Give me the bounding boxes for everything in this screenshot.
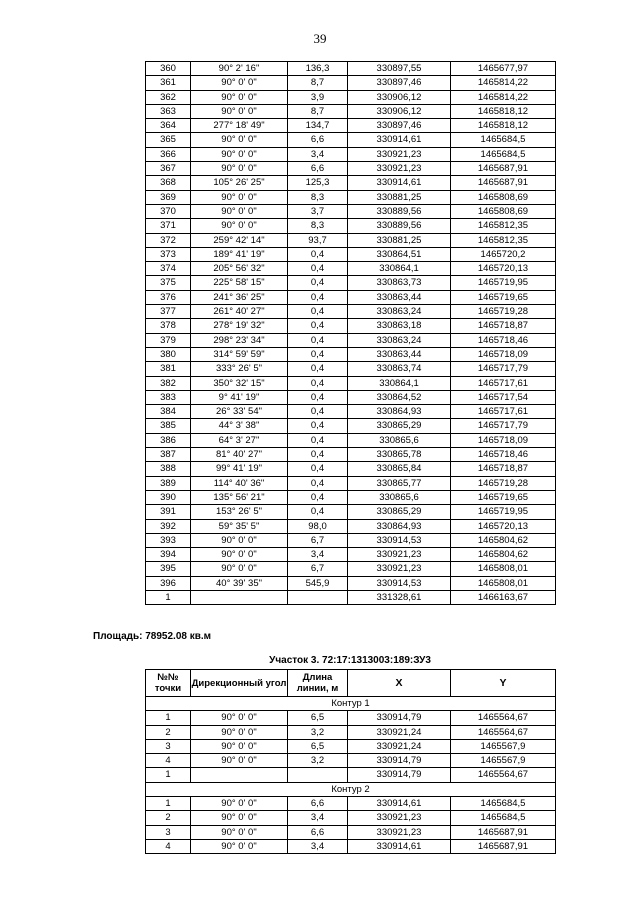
point-number-cell: 371 — [146, 219, 191, 233]
y-cell: 1465719,28 — [451, 476, 556, 490]
direction-angle-cell: 90° 0' 0" — [191, 204, 288, 218]
x-cell: 330921,23 — [348, 147, 451, 161]
table-row — [146, 739, 556, 753]
x-cell: 330921,23 — [348, 562, 451, 576]
line-length-cell: 0,4 — [288, 333, 348, 347]
y-cell: 1465684,5 — [451, 147, 556, 161]
x-cell: 330914,79 — [348, 754, 451, 768]
line-length-cell: 8,3 — [288, 219, 348, 233]
point-number-cell: 386 — [146, 433, 191, 447]
x-cell: 330914,61 — [348, 133, 451, 147]
point-number-cell: 3 — [146, 739, 191, 753]
line-length-cell: 3,9 — [288, 90, 348, 104]
direction-angle-cell: 90° 2' 16" — [191, 62, 288, 76]
table-row — [146, 590, 556, 604]
direction-angle-cell: 9° 41' 19" — [191, 390, 288, 404]
x-cell: 330864,52 — [348, 390, 451, 404]
point-number-cell: 363 — [146, 104, 191, 118]
line-length-cell: 0,4 — [288, 405, 348, 419]
y-cell: 1466163,67 — [451, 590, 556, 604]
coordinates-table-continued — [145, 61, 556, 605]
table-row — [146, 711, 556, 725]
table-row — [146, 305, 556, 319]
direction-angle-cell: 314° 59' 59" — [191, 347, 288, 361]
point-number-cell: 382 — [146, 376, 191, 390]
x-cell: 330881,25 — [348, 190, 451, 204]
point-number-cell: 391 — [146, 505, 191, 519]
y-cell: 1465814,22 — [451, 90, 556, 104]
table-row — [146, 825, 556, 839]
x-cell: 330863,24 — [348, 305, 451, 319]
table-row — [146, 276, 556, 290]
x-cell: 330914,53 — [348, 533, 451, 547]
direction-angle-cell: 333° 26' 5" — [191, 362, 288, 376]
direction-angle-cell: 90° 0' 0" — [191, 725, 288, 739]
table-row — [146, 405, 556, 419]
x-cell: 330921,23 — [348, 548, 451, 562]
table-row — [146, 376, 556, 390]
direction-angle-cell: 90° 0' 0" — [191, 190, 288, 204]
line-length-cell: 8,7 — [288, 76, 348, 90]
y-cell: 1465717,54 — [451, 390, 556, 404]
x-cell: 330906,12 — [348, 104, 451, 118]
y-cell: 1465719,95 — [451, 505, 556, 519]
y-cell: 1465564,67 — [451, 725, 556, 739]
x-cell: 330889,56 — [348, 204, 451, 218]
point-number-cell: 1 — [146, 711, 191, 725]
table-row — [146, 219, 556, 233]
table-row — [146, 119, 556, 133]
direction-angle-cell: 90° 0' 0" — [191, 133, 288, 147]
y-cell: 1465718,87 — [451, 462, 556, 476]
point-number-cell: 365 — [146, 133, 191, 147]
line-length-cell: 0,4 — [288, 505, 348, 519]
x-cell: 330914,61 — [348, 176, 451, 190]
point-number-cell: 364 — [146, 119, 191, 133]
line-length-cell: 3,2 — [288, 725, 348, 739]
header-line-length: Длина линии, м — [288, 670, 348, 697]
direction-angle-cell: 298° 23' 34" — [191, 333, 288, 347]
point-number-cell: 361 — [146, 76, 191, 90]
table-row — [146, 362, 556, 376]
table-row — [146, 76, 556, 90]
point-number-cell: 383 — [146, 390, 191, 404]
x-cell: 330863,24 — [348, 333, 451, 347]
direction-angle-cell: 90° 0' 0" — [191, 797, 288, 811]
point-number-cell: 4 — [146, 839, 191, 853]
table-row — [146, 319, 556, 333]
line-length-cell: 0,4 — [288, 262, 348, 276]
table-row — [146, 204, 556, 218]
x-cell: 330921,24 — [348, 739, 451, 753]
y-cell: 1465567,9 — [451, 739, 556, 753]
direction-angle-cell: 90° 0' 0" — [191, 162, 288, 176]
contour-header-row — [146, 782, 556, 796]
direction-angle-cell: 189° 41' 19" — [191, 247, 288, 261]
x-cell: 330865,78 — [348, 448, 451, 462]
page-number: 39 — [313, 31, 327, 46]
y-cell: 1465720,13 — [451, 519, 556, 533]
point-number-cell: 381 — [146, 362, 191, 376]
point-number-cell: 375 — [146, 276, 191, 290]
table-row — [146, 476, 556, 490]
y-cell: 1465718,09 — [451, 347, 556, 361]
point-number-cell: 380 — [146, 347, 191, 361]
x-cell: 330863,44 — [348, 290, 451, 304]
x-cell: 330865,29 — [348, 419, 451, 433]
direction-angle-cell: 205° 56' 32" — [191, 262, 288, 276]
x-cell: 330897,46 — [348, 119, 451, 133]
x-cell: 330864,93 — [348, 405, 451, 419]
line-length-cell: 6,6 — [288, 825, 348, 839]
line-length-cell: 8,7 — [288, 104, 348, 118]
point-number-cell: 1 — [146, 768, 191, 782]
header-row — [146, 670, 556, 697]
header-direction-angle: Дирекционный угол — [191, 670, 288, 697]
x-cell: 330863,74 — [348, 362, 451, 376]
y-cell: 1465687,91 — [451, 839, 556, 853]
point-number-cell: 385 — [146, 419, 191, 433]
point-number-cell: 3 — [146, 825, 191, 839]
line-length-cell: 136,3 — [288, 62, 348, 76]
line-length-cell: 3,7 — [288, 204, 348, 218]
x-cell: 330863,73 — [348, 276, 451, 290]
direction-angle-cell: 241° 36' 25" — [191, 290, 288, 304]
y-cell: 1465719,65 — [451, 290, 556, 304]
line-length-cell: 0,4 — [288, 305, 348, 319]
table-row — [146, 104, 556, 118]
table-row — [146, 133, 556, 147]
y-cell: 1465808,01 — [451, 562, 556, 576]
line-length-cell: 3,4 — [288, 147, 348, 161]
direction-angle-cell: 90° 0' 0" — [191, 754, 288, 768]
x-cell: 330863,44 — [348, 347, 451, 361]
y-cell: 1465717,79 — [451, 362, 556, 376]
table-row — [146, 519, 556, 533]
direction-angle-cell: 350° 32' 15" — [191, 376, 288, 390]
line-length-cell: 0,4 — [288, 290, 348, 304]
header-x: X — [348, 670, 451, 697]
table-row — [146, 548, 556, 562]
y-cell: 1465719,28 — [451, 305, 556, 319]
y-cell: 1465720,2 — [451, 247, 556, 261]
point-number-cell: 393 — [146, 533, 191, 547]
y-cell: 1465717,79 — [451, 419, 556, 433]
table-row — [146, 147, 556, 161]
header-point-number: №№ точки — [146, 670, 191, 697]
point-number-cell: 396 — [146, 576, 191, 590]
line-length-cell: 0,4 — [288, 419, 348, 433]
x-cell: 330864,1 — [348, 262, 451, 276]
table-row — [146, 262, 556, 276]
point-number-cell: 2 — [146, 725, 191, 739]
x-cell: 330897,55 — [348, 62, 451, 76]
y-cell: 1465818,12 — [451, 104, 556, 118]
point-number-cell: 389 — [146, 476, 191, 490]
direction-angle-cell: 259° 42' 14" — [191, 233, 288, 247]
x-cell: 330865,84 — [348, 462, 451, 476]
y-cell: 1465720,13 — [451, 262, 556, 276]
point-number-cell: 2 — [146, 811, 191, 825]
y-cell: 1465719,95 — [451, 276, 556, 290]
table-row — [146, 754, 556, 768]
direction-angle-cell: 90° 0' 0" — [191, 711, 288, 725]
point-number-cell: 384 — [146, 405, 191, 419]
table-row — [146, 797, 556, 811]
direction-angle-cell: 81° 40' 27" — [191, 448, 288, 462]
x-cell: 330914,79 — [348, 711, 451, 725]
table-row — [146, 90, 556, 104]
x-cell: 330906,12 — [348, 90, 451, 104]
x-cell: 330914,79 — [348, 768, 451, 782]
line-length-cell: 0,4 — [288, 448, 348, 462]
y-cell: 1465812,35 — [451, 233, 556, 247]
direction-angle-cell: 114° 40' 36" — [191, 476, 288, 490]
point-number-cell: 370 — [146, 204, 191, 218]
line-length-cell: 134,7 — [288, 119, 348, 133]
area-label: Площадь: 78952.08 кв.м — [93, 631, 212, 642]
table-row — [146, 811, 556, 825]
direction-angle-cell: 90° 0' 0" — [191, 839, 288, 853]
y-cell: 1465684,5 — [451, 797, 556, 811]
line-length-cell: 0,4 — [288, 276, 348, 290]
table-row — [146, 562, 556, 576]
direction-angle-cell: 90° 0' 0" — [191, 104, 288, 118]
point-number-cell: 388 — [146, 462, 191, 476]
point-number-cell: 366 — [146, 147, 191, 161]
coordinates-table-body — [146, 62, 556, 605]
y-cell: 1465814,22 — [451, 76, 556, 90]
x-cell: 330921,23 — [348, 162, 451, 176]
line-length-cell: 98,0 — [288, 519, 348, 533]
y-cell: 1465718,46 — [451, 333, 556, 347]
direction-angle-cell: 90° 0' 0" — [191, 147, 288, 161]
direction-angle-cell: 225° 58' 15" — [191, 276, 288, 290]
point-number-cell: 379 — [146, 333, 191, 347]
line-length-cell: 0,4 — [288, 247, 348, 261]
table-row — [146, 433, 556, 447]
contour-1-label: Контур 1 — [146, 697, 556, 711]
y-cell: 1465808,69 — [451, 204, 556, 218]
y-cell: 1465687,91 — [451, 825, 556, 839]
direction-angle-cell: 277° 18' 49" — [191, 119, 288, 133]
y-cell: 1465808,69 — [451, 190, 556, 204]
x-cell: 330865,6 — [348, 433, 451, 447]
direction-angle-cell: 90° 0' 0" — [191, 811, 288, 825]
y-cell: 1465718,87 — [451, 319, 556, 333]
table-row — [146, 390, 556, 404]
line-length-cell: 0,4 — [288, 362, 348, 376]
line-length-cell: 6,6 — [288, 133, 348, 147]
line-length-cell: 3,4 — [288, 548, 348, 562]
table-row — [146, 490, 556, 504]
direction-angle-cell — [191, 590, 288, 604]
line-length-cell: 3,2 — [288, 754, 348, 768]
point-number-cell: 395 — [146, 562, 191, 576]
y-cell: 1465564,67 — [451, 711, 556, 725]
table-row — [146, 505, 556, 519]
point-number-cell: 362 — [146, 90, 191, 104]
table-row — [146, 333, 556, 347]
table-row — [146, 533, 556, 547]
table-row — [146, 233, 556, 247]
line-length-cell: 93,7 — [288, 233, 348, 247]
direction-angle-cell: 105° 26' 25" — [191, 176, 288, 190]
direction-angle-cell: 90° 0' 0" — [191, 562, 288, 576]
y-cell: 1465717,61 — [451, 405, 556, 419]
y-cell: 1465567,9 — [451, 754, 556, 768]
line-length-cell: 6,6 — [288, 797, 348, 811]
y-cell: 1465687,91 — [451, 176, 556, 190]
table-row — [146, 576, 556, 590]
line-length-cell — [288, 590, 348, 604]
line-length-cell: 125,3 — [288, 176, 348, 190]
header-y: Y — [451, 670, 556, 697]
point-number-cell: 368 — [146, 176, 191, 190]
direction-angle-cell: 90° 0' 0" — [191, 76, 288, 90]
direction-angle-cell: 135° 56' 21" — [191, 490, 288, 504]
table-row — [146, 419, 556, 433]
x-cell: 330864,51 — [348, 247, 451, 261]
plot-title: Участок 3. 72:17:1313003:189:ЗУ3 — [269, 655, 431, 666]
x-cell: 330864,93 — [348, 519, 451, 533]
table-row — [146, 839, 556, 853]
point-number-cell: 360 — [146, 62, 191, 76]
y-cell: 1465564,67 — [451, 768, 556, 782]
point-number-cell: 374 — [146, 262, 191, 276]
y-cell: 1465719,65 — [451, 490, 556, 504]
table-row — [146, 62, 556, 76]
line-length-cell: 545,9 — [288, 576, 348, 590]
direction-angle-cell: 99° 41' 19" — [191, 462, 288, 476]
direction-angle-cell: 90° 0' 0" — [191, 548, 288, 562]
line-length-cell: 3,4 — [288, 811, 348, 825]
x-cell: 330865,77 — [348, 476, 451, 490]
direction-angle-cell: 90° 0' 0" — [191, 90, 288, 104]
y-cell: 1465804,62 — [451, 533, 556, 547]
line-length-cell: 3,4 — [288, 839, 348, 853]
point-number-cell: 1 — [146, 590, 191, 604]
direction-angle-cell: 90° 0' 0" — [191, 739, 288, 753]
direction-angle-cell: 90° 0' 0" — [191, 219, 288, 233]
point-number-cell: 373 — [146, 247, 191, 261]
y-cell: 1465812,35 — [451, 219, 556, 233]
y-cell: 1465818,12 — [451, 119, 556, 133]
x-cell: 330914,61 — [348, 797, 451, 811]
direction-angle-cell: 90° 0' 0" — [191, 825, 288, 839]
table-row — [146, 768, 556, 782]
x-cell: 330921,23 — [348, 825, 451, 839]
point-number-cell: 4 — [146, 754, 191, 768]
line-length-cell: 6,5 — [288, 739, 348, 753]
x-cell: 330865,29 — [348, 505, 451, 519]
point-number-cell: 369 — [146, 190, 191, 204]
line-length-cell: 0,4 — [288, 347, 348, 361]
direction-angle-cell: 64° 3' 27" — [191, 433, 288, 447]
line-length-cell: 0,4 — [288, 376, 348, 390]
point-number-cell: 394 — [146, 548, 191, 562]
y-cell: 1465677,97 — [451, 62, 556, 76]
direction-angle-cell: 153° 26' 5" — [191, 505, 288, 519]
line-length-cell: 0,4 — [288, 390, 348, 404]
line-length-cell: 6,7 — [288, 533, 348, 547]
contour-2-label: Контур 2 — [146, 782, 556, 796]
line-length-cell: 0,4 — [288, 433, 348, 447]
point-number-cell: 392 — [146, 519, 191, 533]
point-number-cell: 377 — [146, 305, 191, 319]
x-cell: 330914,61 — [348, 839, 451, 853]
direction-angle-cell: 44° 3' 38" — [191, 419, 288, 433]
y-cell: 1465687,91 — [451, 162, 556, 176]
direction-angle-cell: 261° 40' 27" — [191, 305, 288, 319]
plot3-coordinates-table — [145, 669, 556, 854]
point-number-cell: 390 — [146, 490, 191, 504]
point-number-cell: 1 — [146, 797, 191, 811]
table-row — [146, 176, 556, 190]
y-cell: 1465808,01 — [451, 576, 556, 590]
plot3-table-body — [146, 697, 556, 854]
point-number-cell: 387 — [146, 448, 191, 462]
x-cell: 331328,61 — [348, 590, 451, 604]
y-cell: 1465718,46 — [451, 448, 556, 462]
y-cell: 1465684,5 — [451, 133, 556, 147]
line-length-cell: 0,4 — [288, 462, 348, 476]
x-cell: 330921,24 — [348, 725, 451, 739]
direction-angle-cell: 278° 19' 32" — [191, 319, 288, 333]
x-cell: 330921,23 — [348, 811, 451, 825]
y-cell: 1465717,61 — [451, 376, 556, 390]
table-row — [146, 247, 556, 261]
table-row — [146, 347, 556, 361]
table-row — [146, 462, 556, 476]
contour-header-row — [146, 697, 556, 711]
direction-angle-cell: 40° 39' 35" — [191, 576, 288, 590]
point-number-cell: 367 — [146, 162, 191, 176]
line-length-cell: 6,6 — [288, 162, 348, 176]
direction-angle-cell: 26° 33' 54" — [191, 405, 288, 419]
line-length-cell: 0,4 — [288, 490, 348, 504]
line-length-cell: 0,4 — [288, 476, 348, 490]
y-cell: 1465718,09 — [451, 433, 556, 447]
line-length-cell: 8,3 — [288, 190, 348, 204]
table-row — [146, 725, 556, 739]
x-cell: 330889,56 — [348, 219, 451, 233]
x-cell: 330865,6 — [348, 490, 451, 504]
y-cell: 1465684,5 — [451, 811, 556, 825]
direction-angle-cell — [191, 768, 288, 782]
table-row — [146, 448, 556, 462]
x-cell: 330863,18 — [348, 319, 451, 333]
direction-angle-cell: 59° 35' 5" — [191, 519, 288, 533]
line-length-cell: 6,7 — [288, 562, 348, 576]
point-number-cell: 372 — [146, 233, 191, 247]
x-cell: 330914,53 — [348, 576, 451, 590]
point-number-cell: 378 — [146, 319, 191, 333]
line-length-cell — [288, 768, 348, 782]
table-row — [146, 290, 556, 304]
x-cell: 330897,46 — [348, 76, 451, 90]
table-row — [146, 162, 556, 176]
x-cell: 330864,1 — [348, 376, 451, 390]
direction-angle-cell: 90° 0' 0" — [191, 533, 288, 547]
table-row — [146, 190, 556, 204]
line-length-cell: 0,4 — [288, 319, 348, 333]
y-cell: 1465804,62 — [451, 548, 556, 562]
line-length-cell: 6,5 — [288, 711, 348, 725]
point-number-cell: 376 — [146, 290, 191, 304]
x-cell: 330881,25 — [348, 233, 451, 247]
